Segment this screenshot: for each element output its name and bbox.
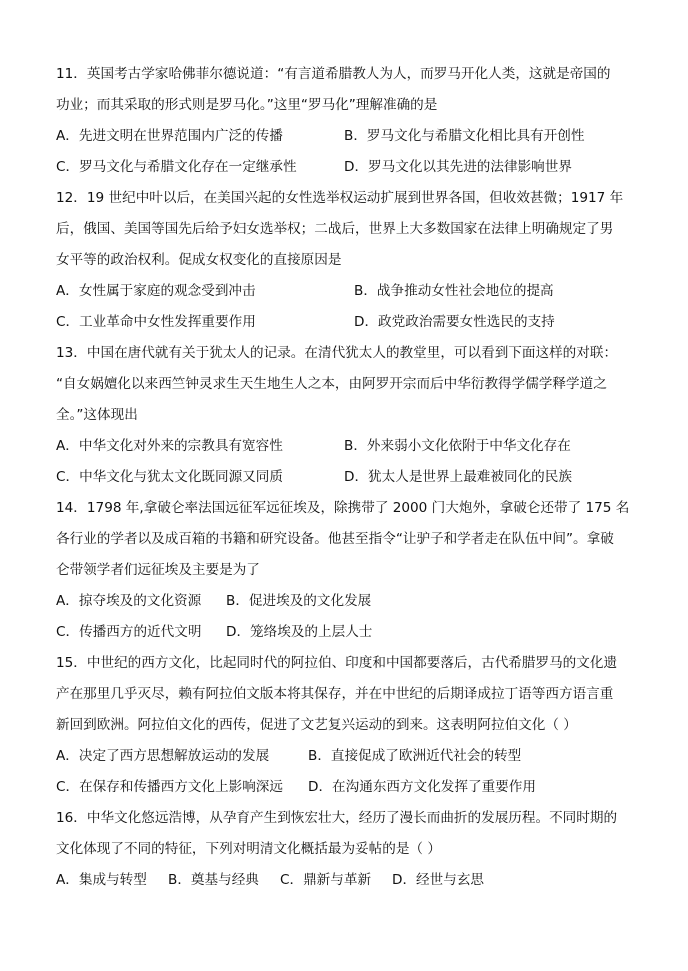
question-13 [56,338,640,493]
question-12-option-a: A．女性属于家庭的观念受到冲击 [56,283,256,299]
question-13-option-b: B．外来弱小文化依附于中华文化存在 [344,438,571,454]
question-11 [56,59,640,183]
question-12-option-b: B．战争推动女性社会地位的提高 [354,283,554,299]
question-14-stem-line-2: 各行业的学者以及成百箱的书籍和研究设备。他甚至指令“让驴子和学者走在队伍中间”。拿破 [56,531,614,547]
question-15-stem-line-2: 产在那里几乎灭尽，赖有阿拉伯文版本将其保存，并在中世纪的后期译成拉丁语等西方语言重 [56,686,614,702]
question-13-stem-line-1: 13．中国在唐代就有关于犹太人的记录。在清代犹太人的教堂里，可以看到下面这样的对联： [56,345,618,361]
question-15-option-b: B．直接促成了欧洲近代社会的转型 [308,748,522,764]
question-16-option-a: A．集成与转型 [56,872,147,888]
question-14-stem-line-1: 14．1798 年,拿破仑率法国远征军远征埃及，除携带了 2000 门大炮外，拿破仑还带了 175 名 [56,500,630,516]
question-14-option-b: B．促进埃及的文化发展 [226,593,372,609]
question-14-option-a: A．掠夺埃及的文化资源 [56,593,202,609]
question-15-option-a: A．决定了西方思想解放运动的发展 [56,748,270,764]
question-list [56,59,640,896]
question-15-options-row-2 [56,772,640,803]
question-13-stem-line-3: 全。”这体现出 [56,407,138,423]
question-11-option-c: C．罗马文化与希腊文化存在一定继承性 [56,159,297,175]
question-11-option-a: A．先进文明在世界范围内广泛的传播 [56,128,283,144]
question-14 [56,493,640,648]
question-13-options-row-2 [56,462,640,493]
question-12-options-row-1 [56,276,640,307]
question-15-stem-line-3: 新回到欧洲。阿拉伯文化的西传，促进了文艺复兴运动的到来。这表明阿拉伯文化（ ） [56,717,577,733]
question-12-stem-line-1: 12．19 世纪中叶以后，在美国兴起的女性选举权运动扩展到世界各国，但收效甚微；1917 年 [56,190,624,206]
question-15-options-row-1 [56,741,640,772]
question-13-stem-line-2: “自女娲嬗化以来西竺钟灵求生天生地生人之本，由阿罗开宗而后中华衍教得学儒学释学道之 [56,376,607,392]
question-15-option-c: C．在保存和传播西方文化上影响深远 [56,779,283,795]
question-16-option-b: B．奠基与经典 [168,872,259,888]
question-11-option-b: B．罗马文化与希腊文化相比具有开创性 [344,128,585,144]
question-14-option-c: C．传播西方的近代文明 [56,624,202,640]
question-12-stem-line-2: 后，俄国、美国等国先后给予妇女选举权；二战后，世界上大多数国家在法律上明确规定了男 [56,221,614,237]
question-11-stem-line-2: 功业；而其采取的形式则是罗马化。”这里“罗马化”理解准确的是 [56,97,438,113]
question-12-option-c: C．工业革命中女性发挥重要作用 [56,314,256,330]
question-15-stem-line-1: 15．中世纪的西方文化，比起同时代的阿拉伯、印度和中国都要落后，古代希腊罗马的文化遗 [56,655,618,671]
question-13-option-c: C．中华文化与犹太文化既同源又同质 [56,469,283,485]
question-16 [56,803,640,896]
question-14-options-row-1 [56,586,640,617]
question-16-option-d: D．经世与玄思 [392,872,485,888]
question-12-stem-line-3: 女平等的政治权利。促成女权变化的直接原因是 [56,252,342,268]
question-16-option-c: C．鼎新与革新 [280,872,372,888]
question-11-option-d: D．罗马文化以其先进的法律影响世界 [344,159,572,175]
question-14-stem-line-3: 仑带领学者们远征埃及主要是为了 [56,562,260,578]
question-16-options-row-1 [56,865,640,896]
question-15-option-d: D．在沟通东西方文化发挥了重要作用 [308,779,536,795]
question-11-stem-line-1: 11．英国考古学家哈佛菲尔德说道：“有言道希腊教人为人，而罗马开化人类，这就是帝国的 [56,66,611,82]
question-16-stem-line-1: 16．中华文化悠远浩博，从孕育产生到恢宏壮大，经历了漫长而曲折的发展历程。不同时期的 [56,810,618,826]
question-14-option-d: D．笼络埃及的上层人士 [226,624,373,640]
question-15 [56,648,640,803]
question-12-options-row-2 [56,307,640,338]
question-16-stem-line-2: 文化体现了不同的特征，下列对明清文化概括最为妥帖的是（ ） [56,841,441,857]
question-12-option-d: D．政党政治需要女性选民的支持 [354,314,555,330]
question-11-options-row-1 [56,121,640,152]
question-12 [56,183,640,338]
question-13-option-d: D．犹太人是世界上最难被同化的民族 [344,469,572,485]
question-13-option-a: A．中华文化对外来的宗教具有宽容性 [56,438,283,454]
question-13-options-row-1 [56,431,640,462]
question-11-options-row-2 [56,152,640,183]
question-14-options-row-2 [56,617,640,648]
